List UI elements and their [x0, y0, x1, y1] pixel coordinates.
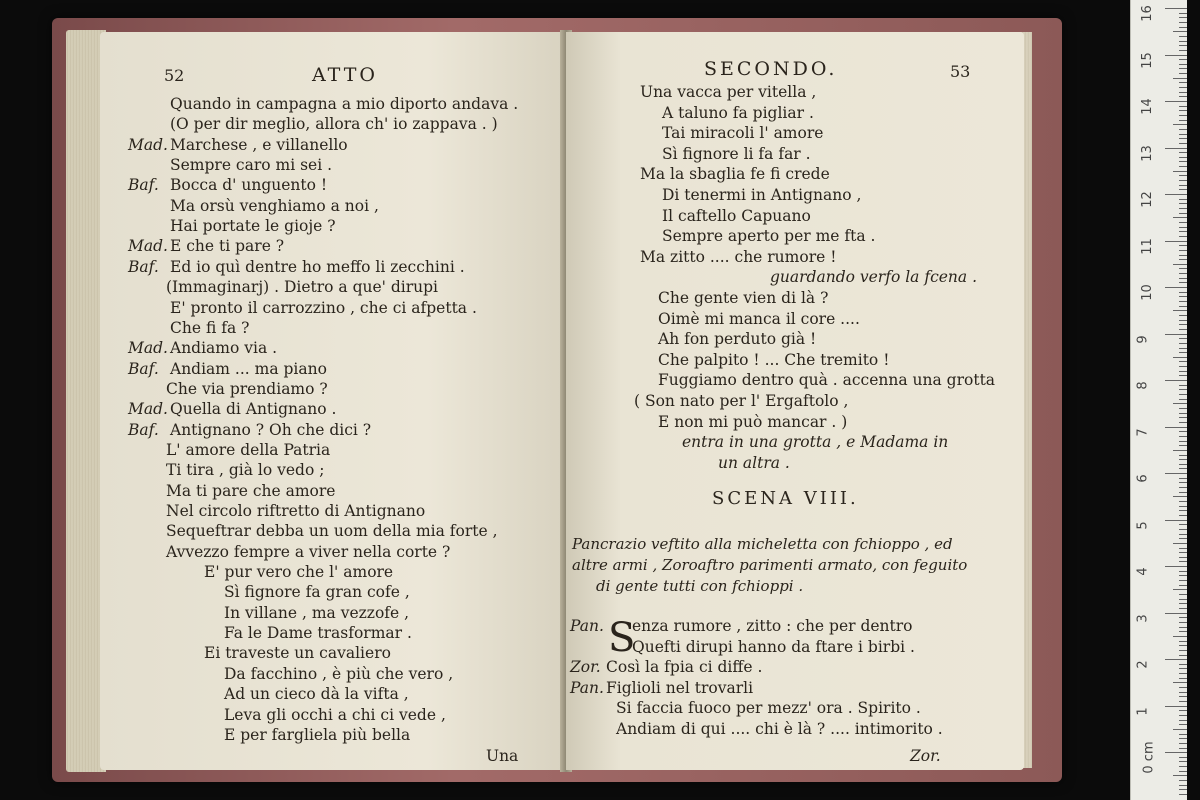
verse-line: Sempre caro mi sei . — [170, 156, 333, 175]
ruler-tick — [1179, 375, 1187, 376]
dialogue-line: Si faccia fuoco per mezz' ora . Spirito . — [616, 699, 921, 717]
ruler-tick — [1179, 668, 1187, 669]
ruler-tick — [1179, 268, 1187, 269]
ruler-tick — [1179, 273, 1187, 274]
ruler-tick — [1179, 106, 1187, 107]
verse-line: Ti tira , già lo vedo ; — [166, 461, 325, 480]
ruler-tick — [1179, 655, 1187, 656]
verse-line: Sempre aperto per me fta . — [662, 227, 876, 246]
ruler-number: 2 — [1135, 660, 1151, 669]
ruler-tick — [1165, 241, 1187, 242]
ruler-tick — [1179, 548, 1187, 549]
ruler-tick — [1179, 552, 1187, 553]
stage-direction-line: entra in una grotta , e Madama in — [682, 433, 949, 452]
ruler-tick — [1179, 250, 1187, 251]
ruler-number: 14 — [1139, 98, 1155, 115]
ruler-tick — [1179, 152, 1187, 153]
ruler-tick — [1179, 278, 1187, 279]
ruler-tick — [1173, 171, 1187, 172]
verse-line: E che ti pare ? — [170, 237, 285, 256]
ruler-number: 5 — [1135, 520, 1151, 530]
ruler-tick — [1179, 329, 1187, 330]
ruler-tick — [1179, 510, 1187, 511]
ruler-tick — [1179, 441, 1187, 442]
verse-line: Ma zitto .... che rumore ! — [640, 247, 837, 266]
ruler-tick — [1179, 315, 1187, 316]
verse-line: Ma la sbaglia fe fi crede — [640, 165, 830, 184]
stage-direction-line: guardando verfo la fcena . — [770, 268, 978, 287]
ruler-tick — [1179, 50, 1187, 51]
ruler-tick — [1165, 8, 1187, 9]
ruler-tick — [1165, 659, 1187, 660]
ruler-tick — [1179, 692, 1187, 693]
ruler-number: 0 cm — [1141, 741, 1157, 774]
ruler-tick — [1165, 427, 1187, 428]
ruler-tick — [1179, 338, 1187, 339]
left-page — [100, 32, 568, 770]
verse-line: Sì fignore fa gran cofe , — [224, 583, 410, 602]
stage-direction-line: un altra . — [718, 453, 790, 472]
ruler-tick — [1179, 594, 1187, 595]
ruler-number: 13 — [1139, 144, 1155, 162]
ruler-tick — [1179, 320, 1187, 321]
ruler-tick — [1179, 664, 1187, 665]
ruler-tick — [1179, 352, 1187, 353]
ruler-tick — [1179, 501, 1187, 502]
ruler-tick — [1173, 543, 1187, 544]
ruler-tick — [1165, 194, 1187, 195]
verse-line: Ah fon perduto già ! — [658, 330, 817, 349]
verse-line: ( Son nato per l' Ergaftolo , — [634, 392, 849, 410]
ruler-tick — [1179, 64, 1187, 65]
ruler-tick — [1179, 389, 1187, 390]
ruler-number: 8 — [1135, 381, 1151, 390]
ruler-tick — [1173, 496, 1187, 497]
ruler-tick — [1179, 673, 1187, 674]
left-running-head: ATTO — [312, 64, 378, 86]
ruler-tick — [1179, 343, 1187, 344]
verse-line: Ad un cieco dà la vifta , — [224, 685, 409, 704]
speaker-label: Mad. — [128, 339, 168, 358]
ruler-tick — [1179, 794, 1187, 795]
ruler-tick — [1179, 82, 1187, 83]
ruler-tick — [1179, 422, 1187, 423]
ruler-tick — [1165, 566, 1187, 567]
ruler-number: 9 — [1135, 334, 1151, 344]
ruler-tick — [1179, 13, 1187, 14]
verse-line: Che gente vien di là ? — [658, 289, 829, 307]
ruler-tick — [1179, 199, 1187, 200]
left-page-number: 52 — [164, 66, 185, 85]
ruler-tick — [1165, 287, 1187, 288]
ruler-tick — [1179, 296, 1187, 297]
ruler-tick — [1179, 385, 1187, 386]
ruler-tick — [1179, 166, 1187, 167]
verse-line: Quella di Antignano . — [170, 400, 337, 419]
ruler-tick — [1179, 394, 1187, 395]
speaker-label: Pan. — [570, 678, 604, 697]
ruler-tick — [1179, 599, 1187, 600]
dialogue-line: Figlioli nel trovarli — [606, 678, 754, 697]
stage-direction-line: di gente tutti con fchioppi . — [596, 577, 804, 595]
ruler-tick — [1179, 96, 1187, 97]
ruler-tick — [1179, 748, 1187, 749]
ruler-tick — [1179, 687, 1187, 688]
ruler-tick — [1179, 575, 1187, 576]
ruler-tick — [1179, 757, 1187, 758]
verse-line: Andiam ... ma piano — [170, 359, 327, 378]
ruler-tick — [1179, 301, 1187, 302]
verse-line: Nel circolo riftretto di Antignano — [166, 502, 426, 520]
ruler-tick — [1165, 613, 1187, 614]
verse-line: L' amore della Patria — [166, 440, 331, 459]
speaker-label: Baf. — [128, 420, 159, 439]
dialogue-line: enza rumore , zitto : che per dentro — [632, 617, 913, 635]
ruler-tick — [1179, 761, 1187, 762]
ruler-tick — [1179, 622, 1187, 623]
ruler-tick — [1179, 529, 1187, 530]
verse-line: Antignano ? Oh che dici ? — [170, 420, 372, 439]
ruler-tick — [1179, 492, 1187, 493]
verse-line: Bocca d' unguento ! — [170, 176, 328, 195]
ruler-tick — [1173, 217, 1187, 218]
ruler-tick — [1173, 589, 1187, 590]
ruler-number: 12 — [1139, 191, 1155, 208]
ruler-tick — [1165, 101, 1187, 102]
ruler-tick — [1179, 603, 1187, 604]
ruler-tick — [1179, 734, 1187, 735]
ruler-tick — [1179, 487, 1187, 488]
ruler-tick — [1179, 715, 1187, 716]
ruler-number: 3 — [1135, 614, 1151, 623]
ruler-number: 7 — [1135, 427, 1151, 437]
ruler-tick — [1179, 431, 1187, 432]
ruler-tick — [1179, 436, 1187, 437]
ruler-tick — [1165, 334, 1187, 335]
speaker-label: Baf. — [128, 257, 159, 276]
right-page — [566, 32, 1024, 770]
ruler-tick — [1179, 185, 1187, 186]
ruler-tick — [1165, 752, 1187, 753]
ruler-tick — [1165, 148, 1187, 149]
verse-line: E per fargliela più bella — [224, 725, 411, 744]
speaker-label: Mad. — [128, 135, 168, 154]
ruler-tick — [1179, 366, 1187, 367]
ruler-tick — [1165, 380, 1187, 381]
ruler-tick — [1179, 701, 1187, 702]
ruler-tick — [1165, 706, 1187, 707]
ruler-tick — [1179, 348, 1187, 349]
ruler-tick — [1179, 506, 1187, 507]
ruler-tick — [1179, 455, 1187, 456]
ruler-tick — [1179, 87, 1187, 88]
ruler-tick — [1173, 775, 1187, 776]
ruler-tick — [1179, 129, 1187, 130]
ruler-tick — [1179, 524, 1187, 525]
ruler-tick — [1179, 231, 1187, 232]
ruler-tick — [1179, 115, 1187, 116]
ruler-tick — [1179, 557, 1187, 558]
ruler-tick — [1179, 175, 1187, 176]
ruler-tick — [1179, 580, 1187, 581]
ruler-tick — [1179, 189, 1187, 190]
verse-line: Sequeftrar debba un uom della mia forte , — [166, 522, 498, 541]
verse-line: Che via prendiamo ? — [166, 379, 328, 398]
speaker-label: Zor. — [570, 658, 601, 676]
ruler-tick — [1173, 636, 1187, 637]
ruler-number: 11 — [1139, 237, 1155, 255]
ruler-tick — [1179, 45, 1187, 46]
ruler-number: 6 — [1135, 474, 1151, 483]
ruler-tick — [1179, 789, 1187, 790]
ruler-tick — [1179, 245, 1187, 246]
verse-line: Hai portate le gioje ? — [170, 217, 336, 236]
verse-line: Oimè mi manca il core .... — [658, 309, 860, 328]
ruler-tick — [1173, 78, 1187, 79]
ruler-tick — [1173, 264, 1187, 265]
ruler-tick — [1179, 738, 1187, 739]
ruler-tick — [1179, 515, 1187, 516]
ruler-tick — [1179, 785, 1187, 786]
speaker-label: Pan. — [570, 617, 604, 635]
ruler-tick — [1179, 478, 1187, 479]
ruler-tick — [1179, 468, 1187, 469]
ruler-tick — [1179, 134, 1187, 135]
ruler-tick — [1179, 22, 1187, 23]
right-running-head: SECONDO. — [704, 58, 838, 80]
speaker-label: Mad. — [128, 237, 168, 256]
ruler-tick — [1179, 617, 1187, 618]
verse-line: E' pur vero che l' amore — [204, 563, 394, 582]
ruler-tick — [1179, 236, 1187, 237]
ruler-tick — [1173, 682, 1187, 683]
ruler-tick — [1179, 306, 1187, 307]
ruler-tick — [1179, 710, 1187, 711]
ruler-tick — [1165, 473, 1187, 474]
ruler-tick — [1179, 631, 1187, 632]
ruler-tick — [1179, 292, 1187, 293]
ruler-tick — [1179, 208, 1187, 209]
ruler-tick — [1179, 399, 1187, 400]
ruler-number: 1 — [1135, 707, 1151, 716]
ruler-tick — [1179, 157, 1187, 158]
ruler-tick — [1179, 138, 1187, 139]
ruler-tick — [1179, 766, 1187, 767]
ruler-tick — [1179, 41, 1187, 42]
ruler-tick — [1179, 203, 1187, 204]
verse-line: A taluno fa pigliar . — [662, 103, 814, 122]
ruler-number: 16 — [1139, 5, 1155, 22]
stage-direction-line: altre armi , Zoroaftro parimenti armato, con feguito — [572, 556, 968, 574]
ruler-tick — [1179, 459, 1187, 460]
ruler-tick — [1173, 729, 1187, 730]
ruler-tick — [1179, 771, 1187, 772]
ruler-tick — [1179, 571, 1187, 572]
verse-line: Sì fignore li fa far . — [662, 144, 811, 163]
ruler-tick — [1179, 17, 1187, 18]
verse-line: Tai miracoli l' amore — [662, 124, 824, 143]
verse-line: Leva gli occhi a chi ci vede , — [224, 705, 446, 724]
verse-line: Da facchino , è più che vero , — [224, 664, 454, 683]
ruler-tick — [1179, 180, 1187, 181]
speaker-label: Baf. — [128, 359, 159, 378]
ruler-tick — [1179, 161, 1187, 162]
ruler-tick — [1179, 417, 1187, 418]
ruler-tick — [1179, 561, 1187, 562]
verse-line: Che palpito ! ... Che tremito ! — [658, 350, 890, 369]
ruler-tick — [1179, 213, 1187, 214]
ruler-tick — [1173, 357, 1187, 358]
ruler-tick — [1179, 720, 1187, 721]
dialogue-line: Così la fpia ci diffe . — [606, 658, 763, 676]
right-page-number: 53 — [950, 62, 971, 81]
ruler-tick — [1179, 627, 1187, 628]
ruler-tick — [1179, 255, 1187, 256]
verse-line: Che fi fa ? — [170, 318, 250, 337]
ruler-tick — [1179, 371, 1187, 372]
drop-cap: S — [608, 615, 636, 661]
verse-line: Ed io quì dentre ho meffo li zecchini . — [170, 257, 465, 276]
ruler-number: 4 — [1135, 567, 1151, 576]
ruler-tick — [1179, 780, 1187, 781]
ruler-tick — [1179, 645, 1187, 646]
verse-line: Avvezzo fempre a viver nella corte ? — [166, 542, 451, 561]
verse-line: E non mi può mancar . ) — [658, 412, 848, 431]
verse-line: Ei traveste un cavaliero — [204, 644, 391, 663]
verse-line: Fuggiamo dentro quà . accenna una grotta — [658, 371, 996, 390]
ruler-tick — [1179, 678, 1187, 679]
ruler-tick — [1179, 73, 1187, 74]
ruler-tick — [1179, 282, 1187, 283]
ruler-tick — [1179, 641, 1187, 642]
verse-line: Andiamo via . — [170, 339, 278, 358]
dialogue-line: Quefti dirupi hanno da ftare i birbi . — [632, 637, 915, 656]
ruler-tick — [1179, 68, 1187, 69]
ruler-tick — [1179, 324, 1187, 325]
ruler-tick — [1179, 361, 1187, 362]
ruler-tick — [1179, 696, 1187, 697]
verse-line: Marchese , e villanello — [170, 135, 348, 154]
ruler-tick — [1179, 538, 1187, 539]
ruler-tick — [1179, 259, 1187, 260]
ruler-tick — [1179, 743, 1187, 744]
ruler-tick — [1179, 227, 1187, 228]
ruler-tick — [1179, 413, 1187, 414]
ruler-tick — [1179, 534, 1187, 535]
ruler-tick — [1179, 27, 1187, 28]
left-catchword: Una — [486, 747, 519, 765]
verse-line: (Immaginarj) . Dietro a que' dirupi — [166, 278, 438, 297]
verse-line: Fa le Dame trasformar . — [224, 624, 412, 643]
ruler-tick — [1179, 120, 1187, 121]
ruler-tick — [1173, 403, 1187, 404]
ruler-tick — [1173, 310, 1187, 311]
ruler-tick — [1179, 464, 1187, 465]
right-catchword: Zor. — [910, 747, 941, 765]
ruler-tick — [1179, 59, 1187, 60]
ruler-tick — [1179, 650, 1187, 651]
speaker-label: Mad. — [128, 400, 168, 419]
speaker-label: Baf. — [128, 176, 159, 195]
ruler-tick — [1179, 92, 1187, 93]
ruler-number: 15 — [1139, 51, 1155, 69]
ruler-tick — [1173, 450, 1187, 451]
ruler-tick — [1179, 110, 1187, 111]
ruler-tick — [1179, 724, 1187, 725]
ruler-tick — [1173, 31, 1187, 32]
stage-direction-line: Pancrazio veftito alla micheletta con fchioppo , ed — [572, 535, 953, 553]
ruler-tick — [1179, 482, 1187, 483]
measurement-ruler — [1130, 0, 1187, 800]
ruler-tick — [1179, 585, 1187, 586]
verse-line: (O per dir meglio, allora ch' io zappava . ) — [170, 115, 498, 134]
verse-line: Il caftello Capuano — [662, 206, 811, 225]
ruler-tick — [1165, 520, 1187, 521]
ruler-tick — [1173, 124, 1187, 125]
ruler-tick — [1179, 143, 1187, 144]
ruler-tick — [1179, 408, 1187, 409]
verse-line: Una vacca per vitella , — [640, 83, 817, 101]
dialogue-line: Andiam di qui .... chi è là ? .... intimorito . — [616, 719, 943, 738]
ruler-tick — [1179, 445, 1187, 446]
verse-line: E' pronto il carrozzino , che ci afpetta . — [170, 298, 477, 317]
ruler-number: 10 — [1139, 284, 1155, 301]
ruler-tick — [1179, 608, 1187, 609]
ruler-tick — [1179, 36, 1187, 37]
ruler-tick — [1165, 55, 1187, 56]
verse-line: Ma orsù venghiamo a noi , — [170, 196, 379, 215]
verse-line: Ma ti pare che amore — [166, 481, 336, 500]
verse-line: Quando in campagna a mio diporto andava . — [170, 95, 519, 113]
scene-title: SCENA VIII. — [712, 488, 859, 509]
ruler-tick — [1179, 222, 1187, 223]
verse-line: Di tenermi in Antignano , — [662, 186, 862, 204]
verse-line: In villane , ma vezzofe , — [224, 603, 410, 622]
